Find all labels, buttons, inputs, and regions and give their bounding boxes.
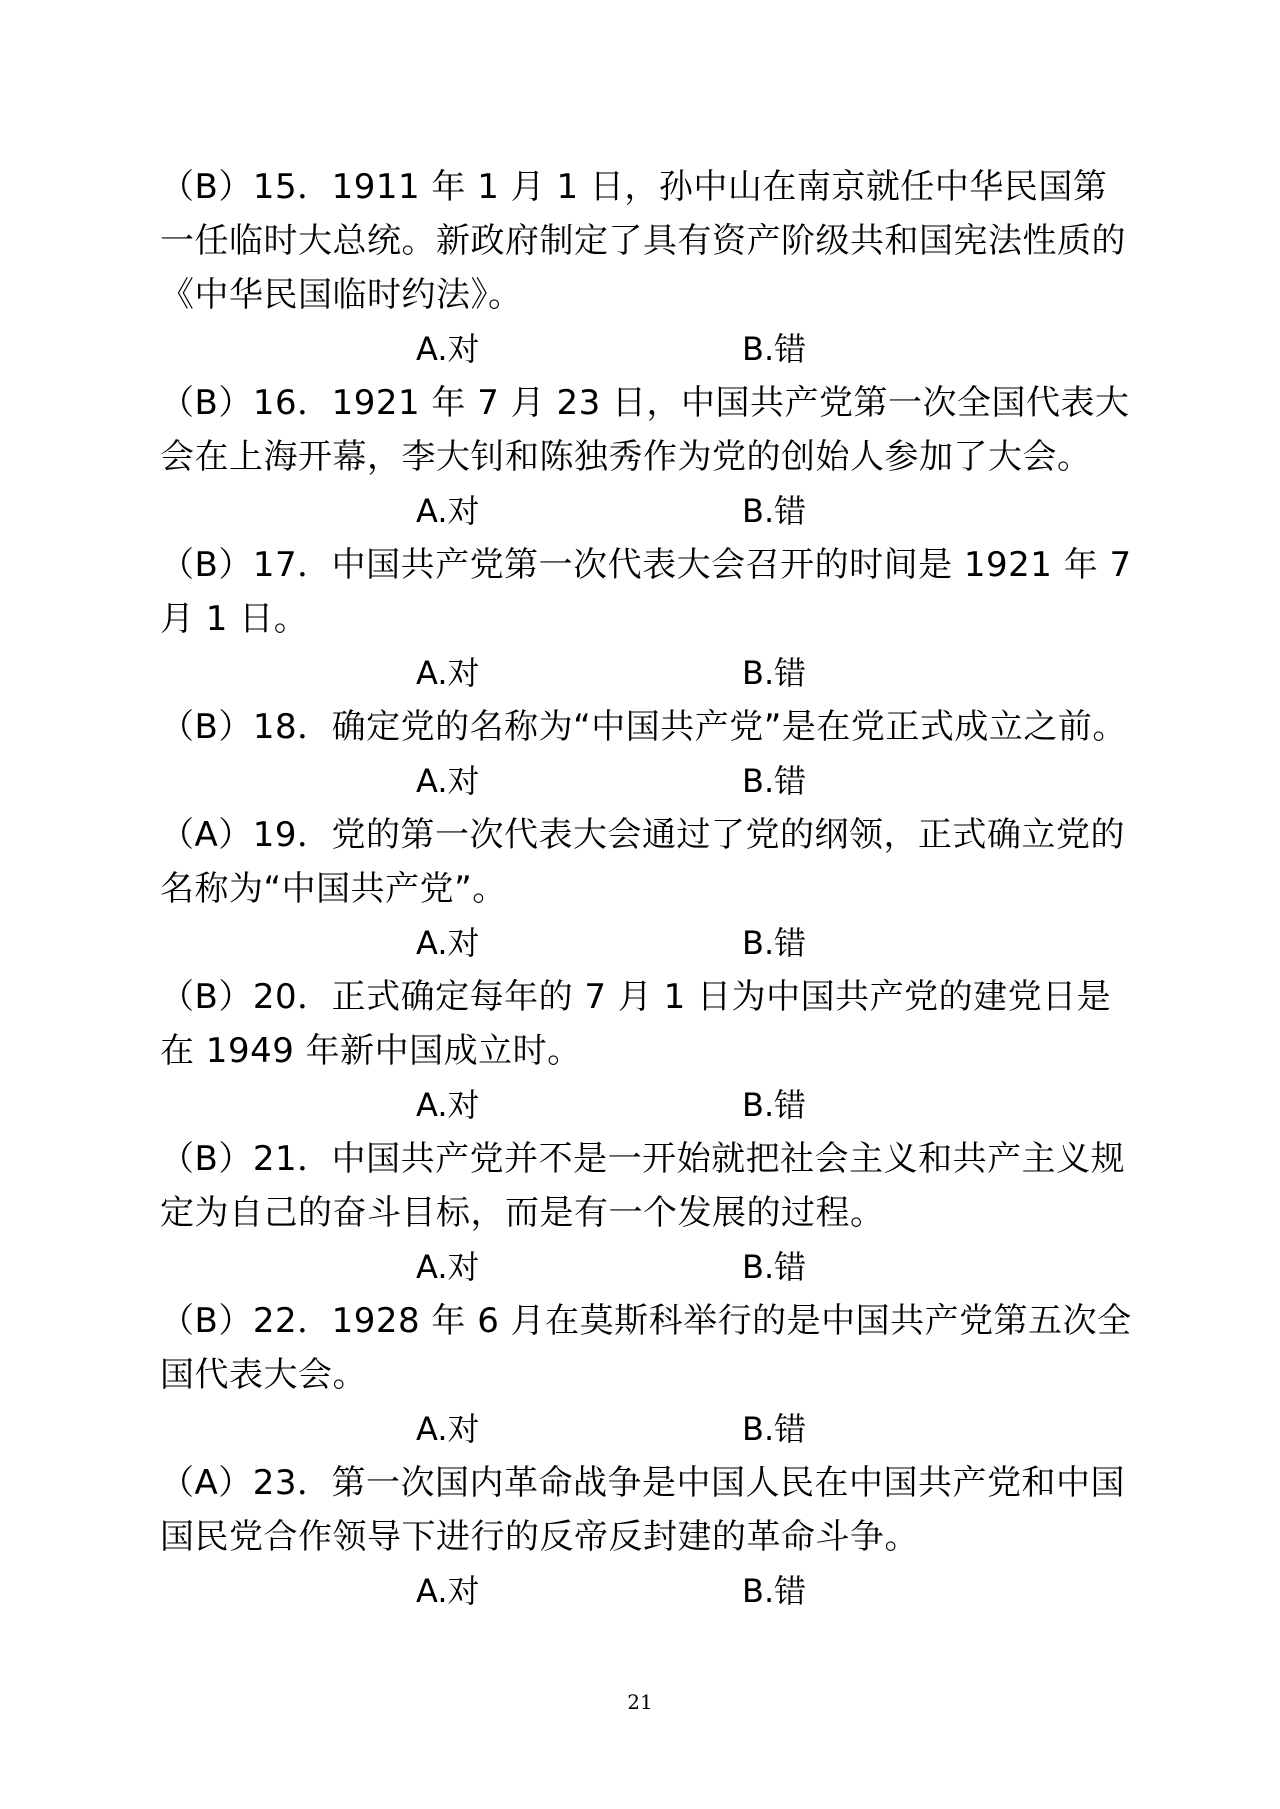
answer-options: [160, 754, 1140, 808]
question-23: [160, 1456, 1140, 1618]
option-a: A.对: [416, 1410, 480, 1448]
option-a: A.对: [416, 1572, 480, 1610]
answer-options: [160, 1564, 1140, 1618]
answer-options: [160, 1078, 1140, 1132]
answer-options: [160, 1240, 1140, 1294]
question-text: （B）22．1928 年 6 月在莫斯科举行的是中国共产党第五次全国代表大会。: [160, 1301, 1132, 1395]
option-b: B.错: [742, 492, 807, 530]
question-text: （B）18．确定党的名称为“中国共产党”是在党正式成立之前。: [160, 707, 1127, 747]
question-21: [160, 1132, 1140, 1294]
option-a: A.对: [416, 330, 480, 368]
question-22: [160, 1294, 1140, 1456]
option-b: B.错: [742, 1086, 807, 1124]
option-b: B.错: [742, 1410, 807, 1448]
question-19: [160, 808, 1140, 970]
option-b: B.错: [742, 330, 807, 368]
question-text: （A）19．党的第一次代表大会通过了党的纲领，正式确立党的名称为“中国共产党”。: [160, 815, 1126, 909]
answer-options: [160, 916, 1140, 970]
answer-options: [160, 646, 1140, 700]
question-text: （B）20．正式确定每年的 7 月 1 日为中国共产党的建党日是在 1949 年新中国成立时。: [160, 977, 1112, 1071]
option-a: A.对: [416, 654, 480, 692]
question-16: [160, 376, 1140, 538]
option-b: B.错: [742, 1248, 807, 1286]
answer-options: [160, 322, 1140, 376]
option-a: A.对: [416, 1248, 480, 1286]
question-20: [160, 970, 1140, 1132]
question-text: （B）15．1911 年 1 月 1 日，孙中山在南京就任中华民国第一任临时大总统。新政府制定了具有资产阶级共和国宪法性质的《中华民国临时约法》。: [160, 167, 1126, 315]
answer-options: [160, 484, 1140, 538]
option-b: B.错: [742, 1572, 807, 1610]
page-number: 21: [627, 1690, 653, 1714]
question-18: [160, 700, 1140, 808]
question-text: （A）23．第一次国内革命战争是中国人民在中国共产党和中国国民党合作领导下进行的反帝反封建的革命斗争。: [160, 1463, 1126, 1557]
question-15: [160, 160, 1140, 376]
document-page: [160, 160, 1140, 1618]
question-text: （B）21．中国共产党并不是一开始就把社会主义和共产主义规定为自己的奋斗目标，而是有一个发展的过程。: [160, 1139, 1126, 1233]
option-b: B.错: [742, 924, 807, 962]
answer-options: [160, 1402, 1140, 1456]
option-b: B.错: [742, 654, 807, 692]
option-a: A.对: [416, 492, 480, 530]
question-17: [160, 538, 1140, 700]
option-a: A.对: [416, 1086, 480, 1124]
question-text: （B）16．1921 年 7 月 23 日，中国共产党第一次全国代表大会在上海开幕，李大钊和陈独秀作为党的创始人参加了大会。: [160, 383, 1130, 477]
option-b: B.错: [742, 762, 807, 800]
option-a: A.对: [416, 762, 480, 800]
question-text: （B）17．中国共产党第一次代表大会召开的时间是 1921 年 7 月 1 日。: [160, 545, 1132, 639]
option-a: A.对: [416, 924, 480, 962]
